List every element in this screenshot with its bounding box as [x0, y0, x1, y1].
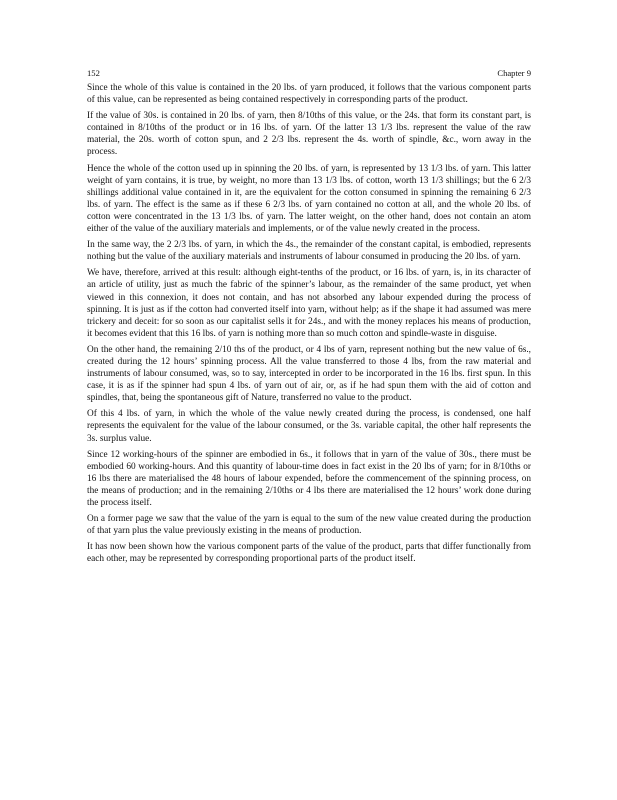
paragraph: It has now been shown how the various component parts of the value of the product, parts that differ functionally from each other, may be represented by corresponding proportional parts of the product itself.: [87, 542, 531, 565]
paragraph: Of this 4 lbs. of yarn, in which the whole of the value newly created during the process, is condensed, one half represents the equivalent for the value of the labour consumed, or the 3s. variable capital, the other half represents the 3s. surplus value.: [87, 409, 531, 444]
body-text: [87, 82, 531, 565]
paragraph: On a former page we saw that the value of the yarn is equal to the sum of the new value created during the production of that yarn plus the value previously existing in the means of production.: [87, 514, 531, 537]
paragraph: If the value of 30s. is contained in 20 lbs. of yarn, then 8/10ths of this value, or the 24s. that form its constant part, is contained in 8/10ths of the product or in 16 lbs. of yarn. Of the latter 13 1/3 lbs. represent the value of the raw material, the 20s. worth of cotton spun, and 2 2/3 lbs. represent the 4s. worth of spindle, &c., worn away in the process.: [87, 111, 531, 158]
paragraph: In the same way, the 2 2/3 lbs. of yarn, in which the 4s., the remainder of the constant capital, is embodied, represents nothing but the value of the auxiliary materials and instruments of labour consumed in producing the 20 lbs. of yarn.: [87, 240, 531, 263]
paragraph: Hence the whole of the cotton used up in spinning the 20 lbs. of yarn, is represented by 13 1/3 lbs. of yarn. This latter weight of yarn contains, it is true, by weight, no more than 13 1/3 lbs. of cotton, worth 13 1/3 shillings; but the 6 2/3 shillings additional value contained in it, are the equivalent for the cotton consumed in spinning the remaining 6 2/3 lbs. of yarn. The effect is the same as if these 6 2/3 lbs. of yarn contained no cotton at all, and the whole 20 lbs. of cotton were concentrated in the 13 1/3 lbs. of yarn. The latter weight, on the other hand, does not contain an atom either of the value of the auxiliary materials and implements, or of the value newly created in the process.: [87, 163, 531, 235]
running-header: [87, 68, 531, 82]
chapter-label: Chapter 9: [497, 68, 531, 78]
book-page: [87, 68, 531, 569]
page-number: 152: [87, 68, 100, 78]
paragraph: Since 12 working-hours of the spinner are embodied in 6s., it follows that in yarn of the value of 30s., there must be embodied 60 working-hours. And this quantity of labour-time does in fact exist in the 20 lbs of yarn; for in 8/10ths or 16 lbs there are materialised the 48 hours of labour expended, before the commencement of the spinning process, on the means of production; and in the remaining 2/10ths or 4 lbs there are materialised the 12 hours’ work done during the process itself.: [87, 449, 531, 508]
paragraph: Since the whole of this value is contained in the 20 lbs. of yarn produced, it follows that the various component parts of this value, can be represented as being contained respectively in corresponding parts of the product.: [87, 83, 531, 106]
paragraph: We have, therefore, arrived at this result: although eight-tenths of the product, or 16 lbs. of yarn, is, in its character of an article of utility, just as much the fabric of the spinner’s labour, as the remainder of the same product, yet when viewed in this connexion, it does not contain, and has not absorbed any labour expended during the process of spinning. It is just as if the cotton had converted itself into yarn, without help; as if the shape it had assumed was mere trickery and deceit: for so soon as our capitalist sells it for 24s., and with the money replaces his means of production, it becomes evident that this 16 lbs. of yarn is nothing more than so much cotton and spindle-waste in disguise.: [87, 268, 531, 339]
paragraph: On the other hand, the remaining 2/10 ths of the product, or 4 lbs of yarn, represent nothing but the new value of 6s., created during the 12 hours’ spinning process. All the value transferred to those 4 lbs, from the raw material and instruments of labour consumed, was, so to say, intercepted in order to be incorporated in the 16 lbs. first spun. In this case, it is as if the spinner had spun 4 lbs. of yarn out of air, or, as if he had spun them with the aid of cotton and spindles, that, being the spontaneous gift of Nature, transferred no value to the product.: [87, 344, 531, 404]
